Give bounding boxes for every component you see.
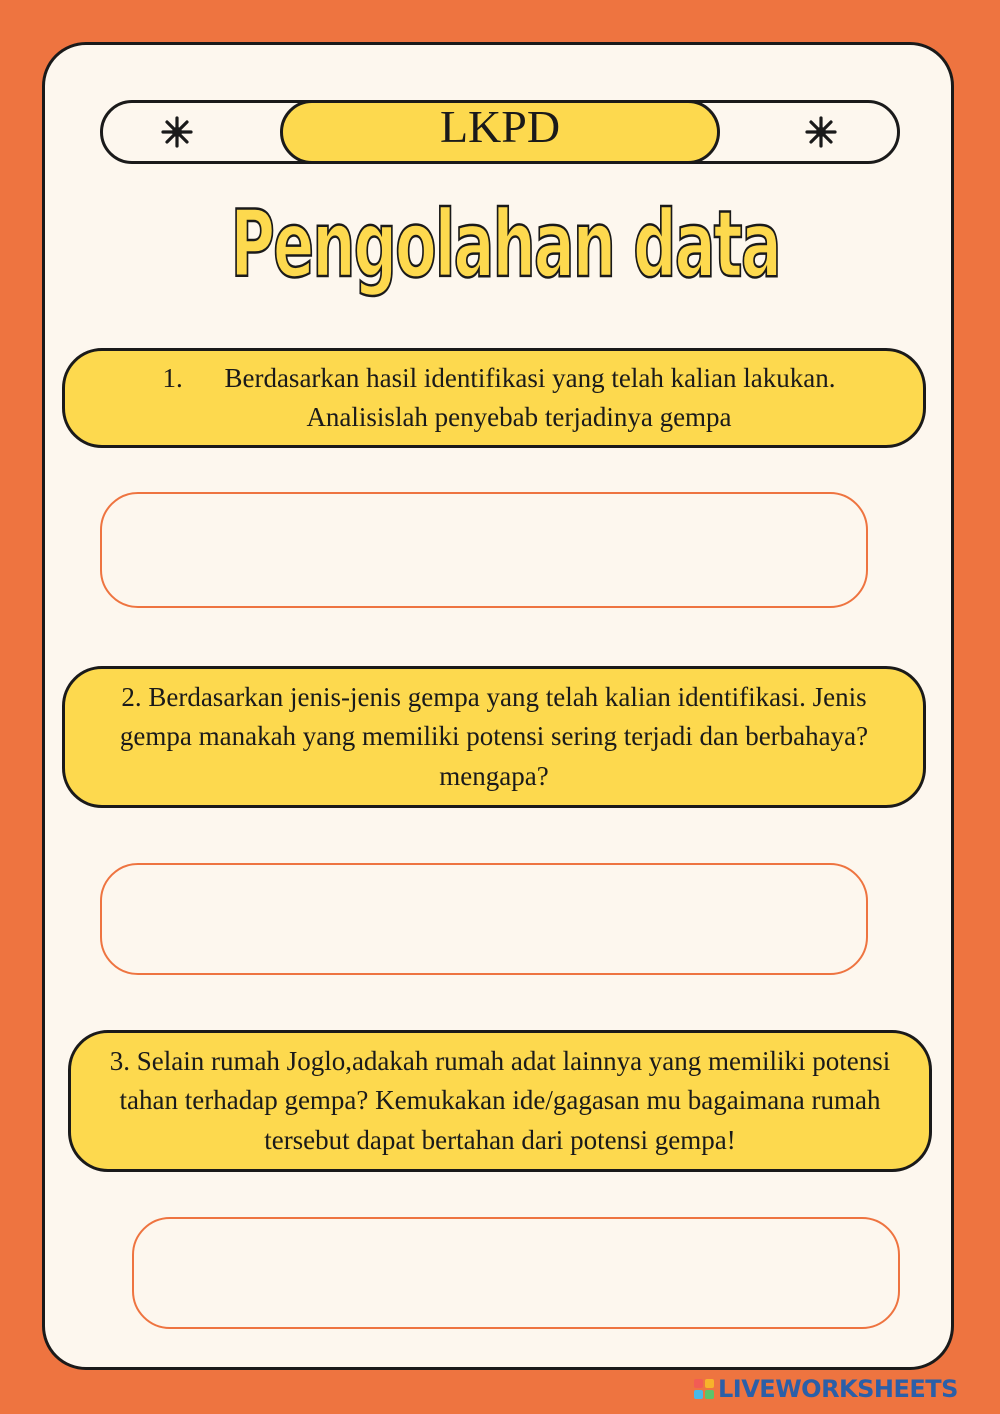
question-1-line1-text: Berdasarkan hasil identifikasi yang telah kalian lakukan. [224, 362, 836, 393]
question-1 [62, 348, 926, 448]
question-3 [68, 1030, 932, 1172]
question-2 [62, 666, 926, 808]
page-title: Pengolahan data [230, 191, 780, 298]
asterisk-star-icon [159, 114, 195, 150]
liveworksheets-watermark [694, 1374, 958, 1404]
answer-3-input[interactable] [132, 1217, 900, 1329]
question-1-line1 [162, 359, 835, 398]
question-1-line2: Analisislah penyebab terjadinya gempa [306, 402, 732, 432]
lkpd-label: LKPD [280, 100, 720, 164]
watermark-text: LIVEWORKSHEETS [718, 1375, 958, 1403]
answer-2-input[interactable] [100, 863, 868, 975]
answer-1-input[interactable] [100, 492, 868, 608]
question-3-text: 3. Selain rumah Joglo,adakah rumah adat lainnya yang memiliki potensi tahan terhadap gempa? Kemukakan ide/gagasan mu bagaimana rumah tersebut dapat bertahan dari potensi gempa! [109, 1046, 891, 1155]
question-1-text [132, 359, 855, 437]
asterisk-star-icon [803, 114, 839, 150]
question-1-number: 1. [162, 362, 183, 393]
question-2-text: 2. Berdasarkan jenis-jenis gempa yang telah kalian identifikasi. Jenis gempa manakah yang memiliki potensi sering terjadi dan berbahaya? mengapa? [119, 682, 869, 791]
liveworksheets-logo-icon [694, 1379, 714, 1399]
